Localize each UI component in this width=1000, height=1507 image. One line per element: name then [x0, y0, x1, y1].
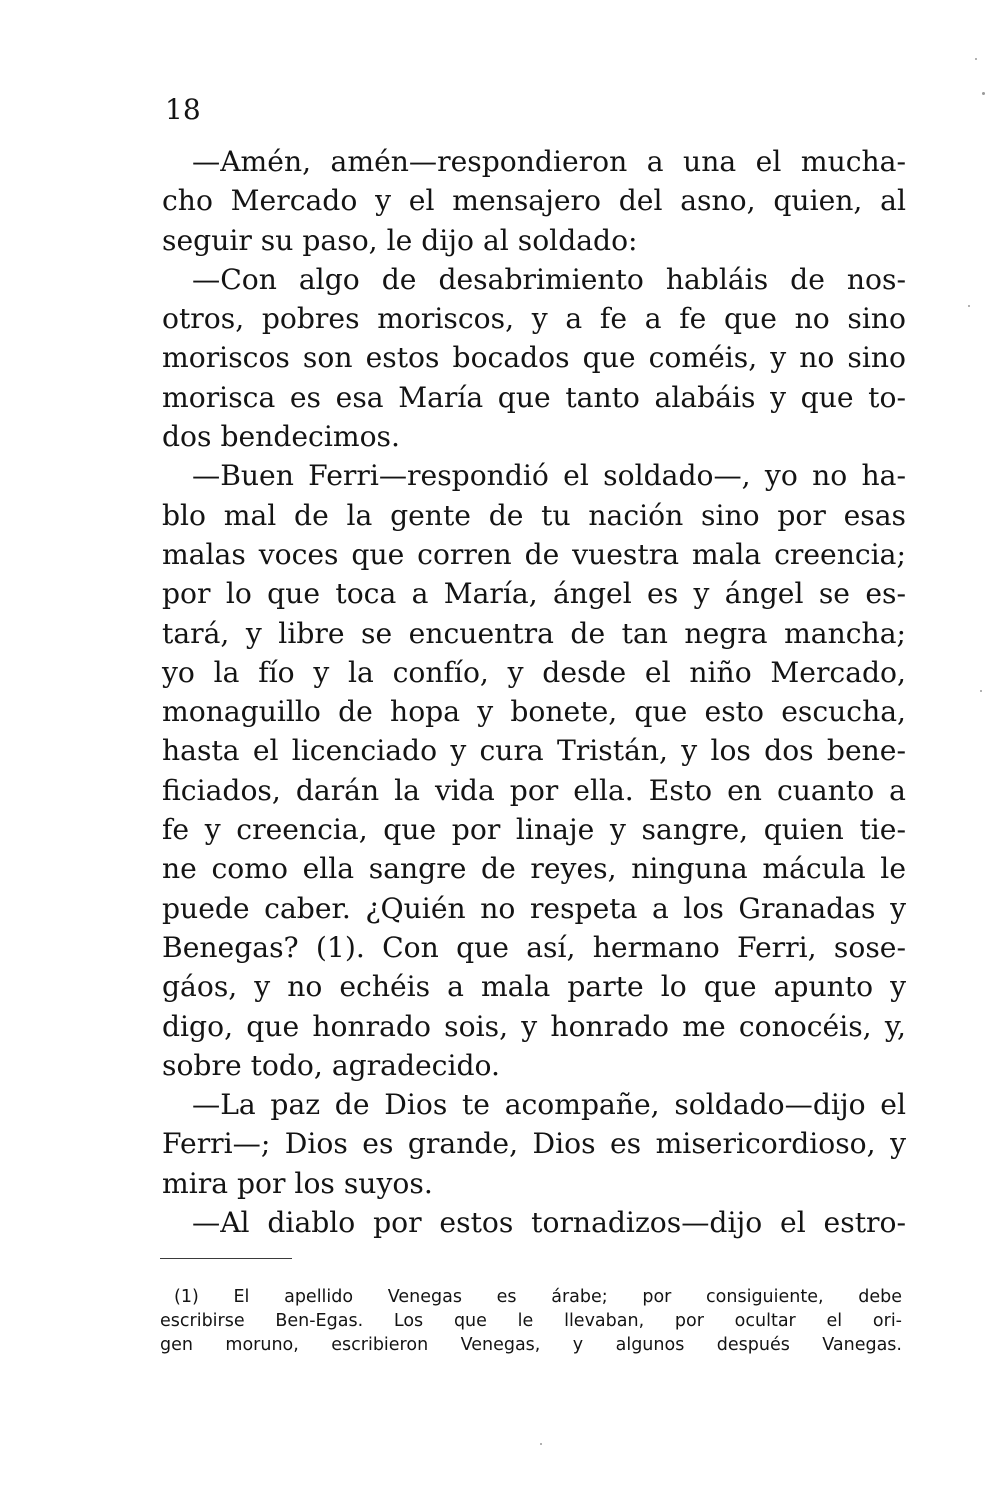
text-line: morisca es esa María que tanto alabáis y que to- [162, 380, 906, 414]
scan-speck [968, 305, 970, 307]
footnote-line: escribirse Ben-Egas. Los que le llevaban, por ocultar el ori- [160, 1311, 902, 1331]
text-line: digo, que honrado sois, y honrado me conocéis, y, [162, 1009, 906, 1043]
text-line: yo la fío y la confío, y desde el niño Mercado, [162, 655, 906, 689]
text-line: blo mal de la gente de tu nación sino por esas [162, 498, 906, 532]
page-number: 18 [165, 93, 201, 126]
text-line: fe y creencia, que por linaje y sangre, quien tie- [162, 813, 906, 847]
text-line: sobre todo, agradecido. [162, 1048, 500, 1082]
text-line: mira por los suyos. [162, 1166, 433, 1200]
footnote-rule [160, 1258, 292, 1259]
scan-speck [975, 58, 977, 60]
text-line: —Amén, amén—respondieron a una el mucha- [192, 145, 906, 178]
text-line: puede caber. ¿Quién no respeta a los Granadas y [162, 891, 906, 925]
text-line: malas voces que corren de vuestra mala creencia; [162, 537, 906, 571]
footnotes [160, 1285, 902, 1357]
text-line: dos bendecimos. [162, 420, 400, 454]
text-line: gáos, y no echéis a mala parte lo que apunto y [162, 970, 906, 1004]
body-text [162, 142, 906, 1242]
text-line: seguir su paso, le dijo al soldado: [162, 223, 638, 257]
text-line: cho Mercado y el mensajero del asno, quien, al [162, 184, 906, 218]
text-line: ne como ella sangre de reyes, ninguna mácula le [162, 852, 906, 886]
text-line: —Buen Ferri—respondió el soldado—, yo no ha- [192, 459, 906, 493]
footnote-line: gen moruno, escribieron Venegas, y algunos después Vanegas. [160, 1335, 902, 1355]
text-line: —Con algo de desabrimiento habláis de nos- [192, 262, 906, 296]
scan-speck [980, 690, 982, 692]
text-line: —La paz de Dios te acompañe, soldado—dijo el [192, 1088, 906, 1122]
text-line: otros, pobres moriscos, y a fe a fe que no sino [162, 302, 906, 336]
text-line: hasta el licenciado y cura Tristán, y los dos bene- [162, 734, 906, 768]
text-line: Ferri—; Dios es grande, Dios es misericordioso, y [162, 1127, 906, 1161]
scan-speck [982, 92, 985, 95]
footnote-line: (1) El apellido Venegas es árabe; por consiguiente, debe [174, 1287, 902, 1307]
text-line: ficiados, darán la vida por ella. Esto en cuanto a [162, 773, 906, 807]
scan-speck [540, 1443, 542, 1445]
text-line: tará, y libre se encuentra de tan negra mancha; [162, 616, 906, 650]
text-line: moriscos son estos bocados que coméis, y no sino [162, 341, 906, 375]
text-line: —Al diablo por estos tornadizos—dijo el estro- [192, 1206, 906, 1240]
text-line: Benegas? (1). Con que así, hermano Ferri, sose- [162, 930, 906, 964]
text-line: monaguillo de hopa y bonete, que esto escucha, [162, 695, 906, 729]
text-line: por lo que toca a María, ángel es y ángel se es- [162, 577, 906, 611]
